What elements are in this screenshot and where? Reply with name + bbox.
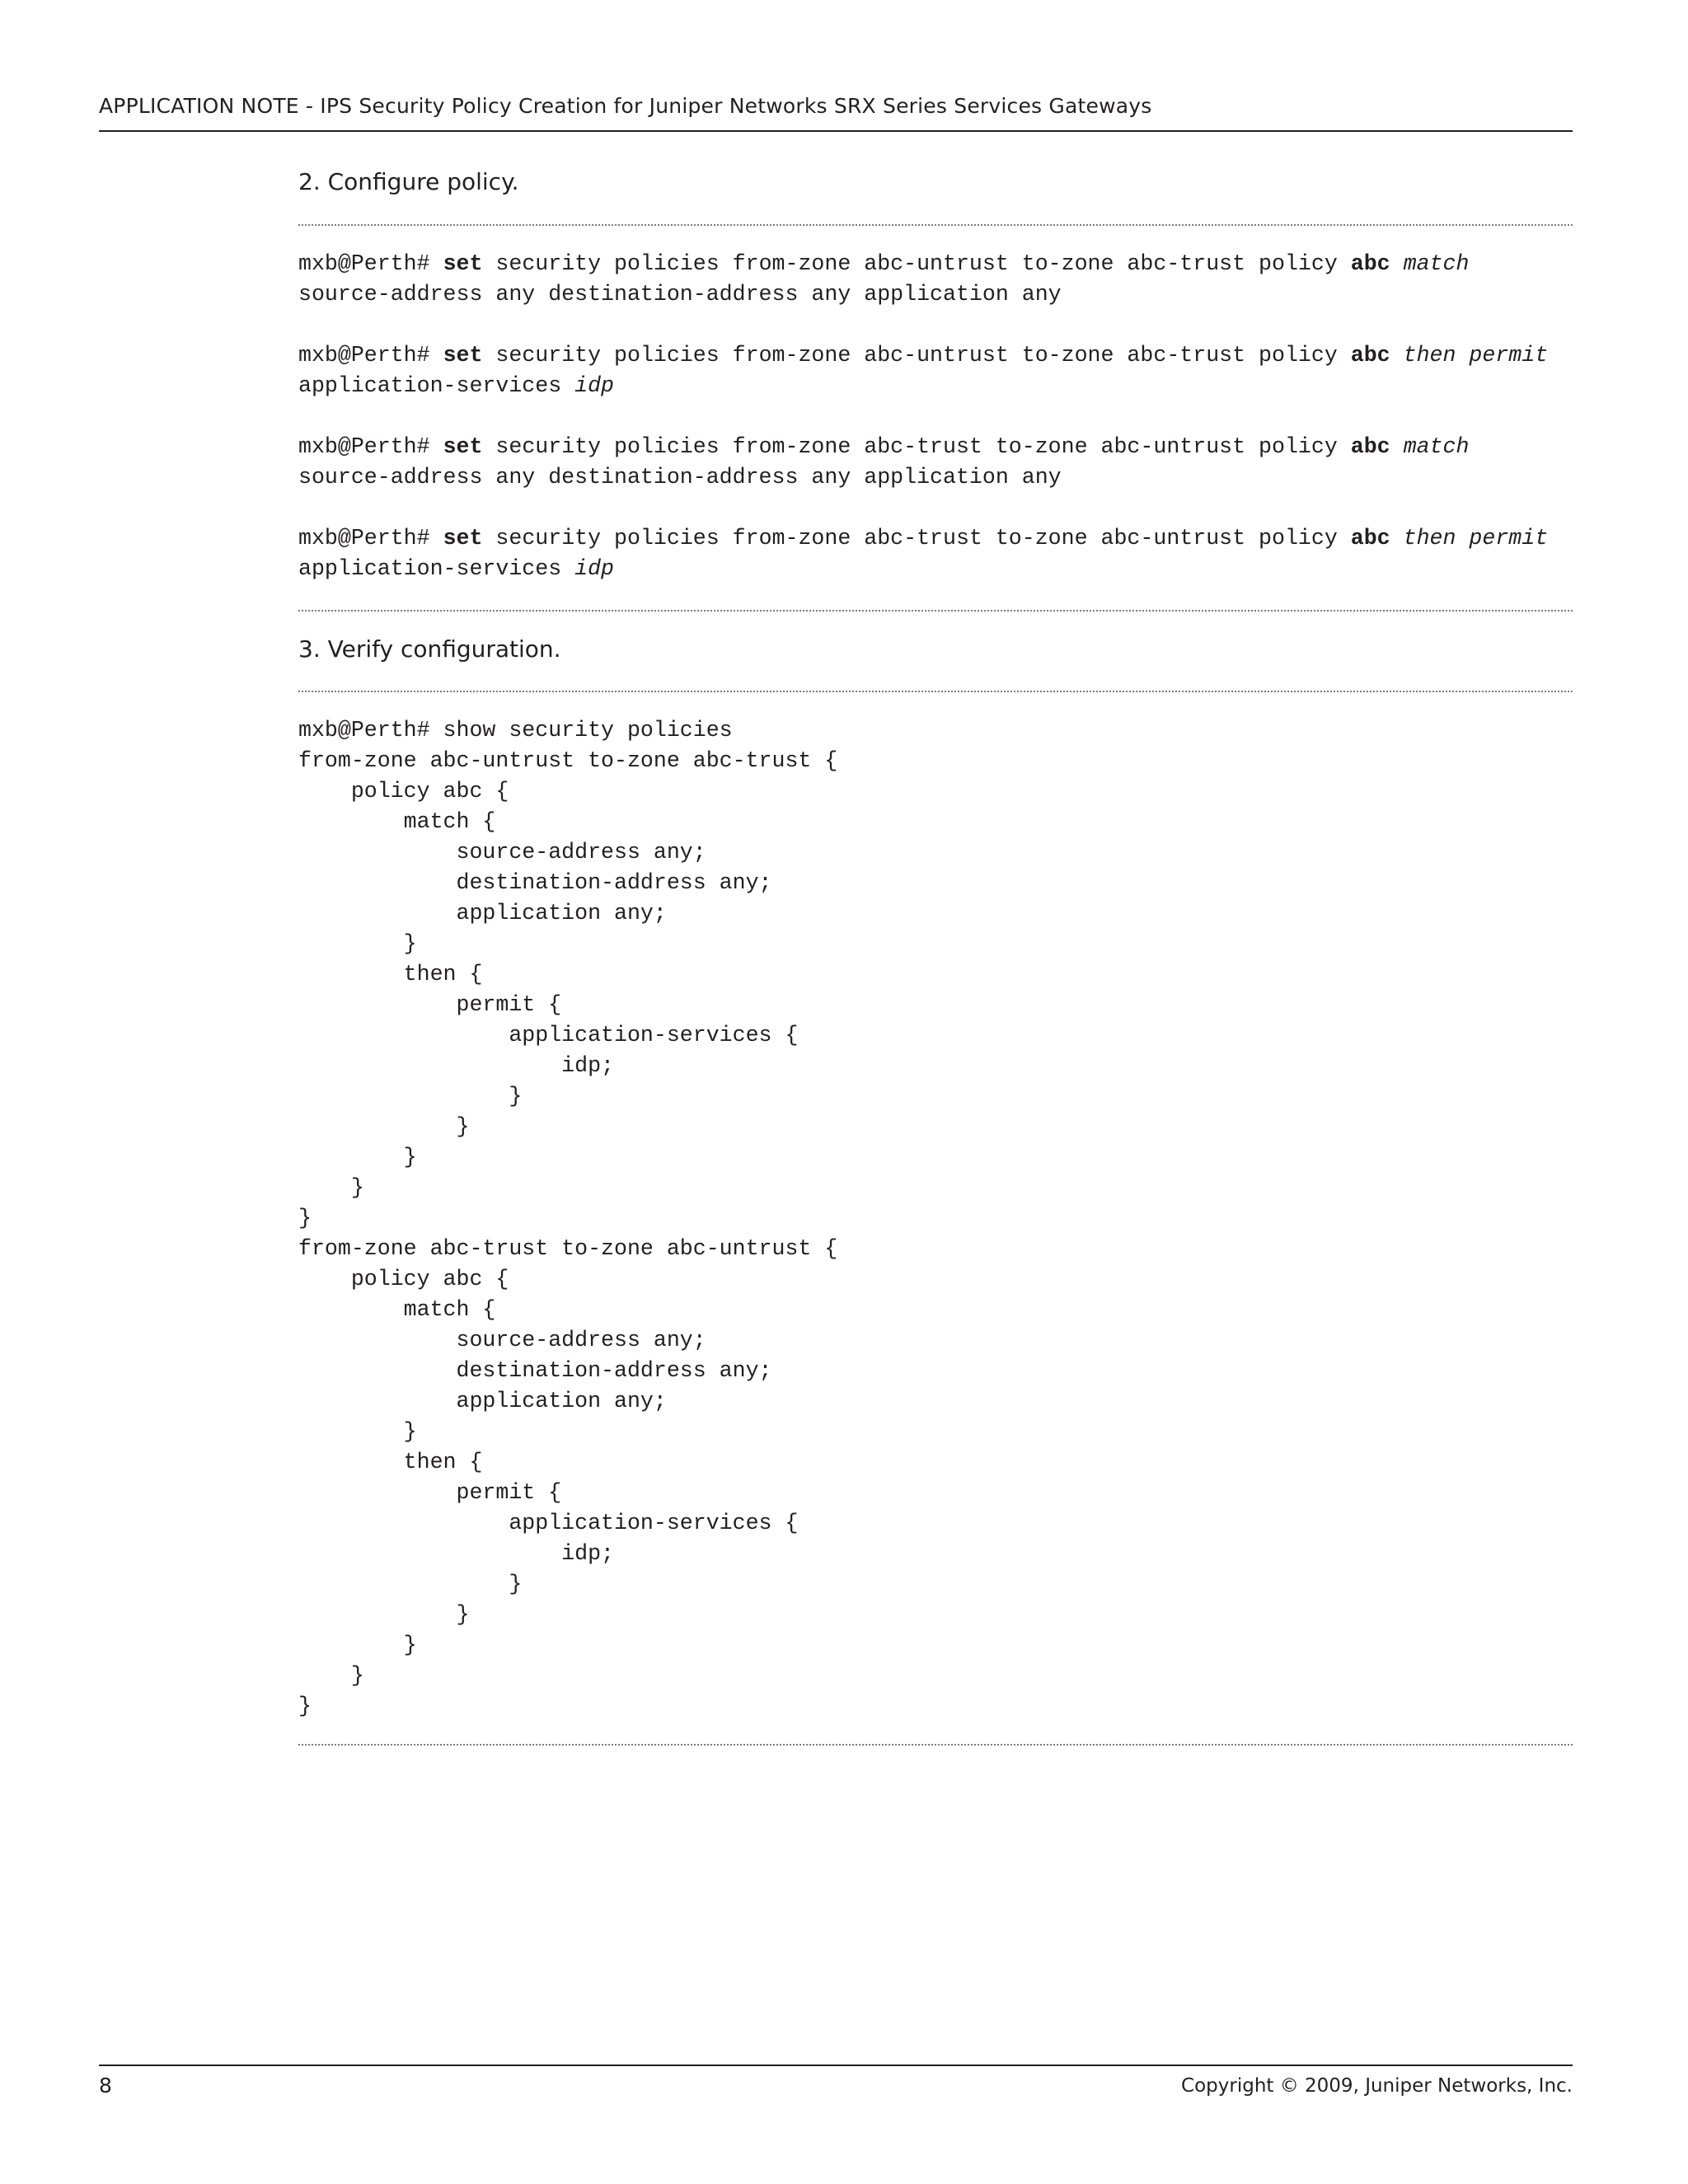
- policy-name: abc: [1350, 526, 1390, 551]
- header-rule: [99, 130, 1573, 132]
- set-keyword: set: [443, 251, 483, 276]
- command-continuation-italic: idp: [574, 373, 615, 398]
- cli-prompt: mxb@Perth#: [298, 343, 443, 368]
- verify-configuration-output: mxb@Perth# show security policies from-zone abc-untrust to-zone abc-trust { policy abc { match { source-address any; destination-address any; application any; } then { permit { application-services { idp; } } } } } from-zone abc-trust to-zone abc-untrust { policy abc { match { source-address any; destination-address any; application any; } then { permit { application-services { idp; } } } } }: [298, 718, 838, 1718]
- cli-prompt: mxb@Perth#: [298, 434, 443, 459]
- set-keyword: set: [443, 343, 483, 368]
- command-continuation: application-services: [298, 373, 575, 398]
- command-text: security policies from-zone abc-trust to-zone abc-untrust policy: [482, 434, 1351, 459]
- command-4: [298, 526, 1548, 581]
- command-continuation: application-services: [298, 556, 575, 581]
- command-continuation: source-address any destination-address any application any: [298, 282, 1062, 307]
- command-text: security policies from-zone abc-untrust to-zone abc-trust policy: [482, 343, 1351, 368]
- step-2-code-top-rule: [298, 224, 1573, 226]
- step-3-code-top-rule: [298, 691, 1573, 692]
- command-text: security policies from-zone abc-untrust to-zone abc-trust policy: [482, 251, 1351, 276]
- set-keyword: set: [443, 526, 483, 551]
- command-3: [298, 434, 1469, 490]
- copyright-notice: Copyright © 2009, Juniper Networks, Inc.: [1181, 2075, 1573, 2097]
- running-header-title: APPLICATION NOTE - IPS Security Policy Creation for Juniper Networks SRX Series Services Gateways: [99, 94, 1152, 118]
- policy-action: match: [1403, 251, 1470, 276]
- step-3-heading: 3. Verify configuration.: [298, 635, 561, 663]
- configure-policy-code-block: [298, 249, 1548, 584]
- footer-rule: [99, 2064, 1573, 2066]
- step-3-code-bottom-rule: [298, 1744, 1573, 1746]
- policy-name: abc: [1350, 251, 1390, 276]
- step-2-heading: 2. Configure policy.: [298, 168, 519, 195]
- command-text: security policies from-zone abc-trust to-zone abc-untrust policy: [482, 526, 1351, 551]
- policy-action: then permit: [1403, 343, 1549, 368]
- policy-action: match: [1403, 434, 1470, 459]
- command-1: [298, 251, 1469, 307]
- step-2-code-bottom-rule: [298, 610, 1573, 612]
- policy-name: abc: [1350, 343, 1390, 368]
- policy-name: abc: [1350, 434, 1390, 459]
- set-keyword: set: [443, 434, 483, 459]
- command-continuation-italic: idp: [574, 556, 615, 581]
- command-continuation: source-address any destination-address any application any: [298, 465, 1062, 490]
- cli-prompt: mxb@Perth#: [298, 526, 443, 551]
- page-number: 8: [99, 2074, 112, 2097]
- command-2: [298, 343, 1548, 398]
- policy-action: then permit: [1403, 526, 1549, 551]
- cli-prompt: mxb@Perth#: [298, 251, 443, 276]
